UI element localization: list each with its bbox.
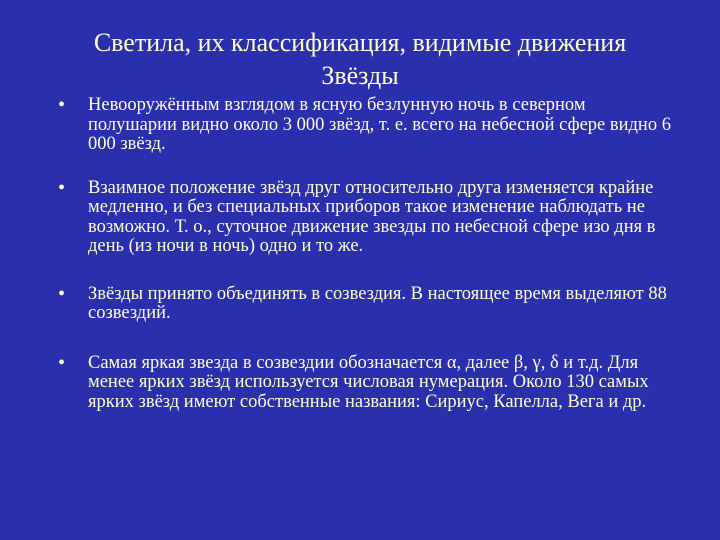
bullet-icon: •	[58, 176, 66, 199]
bullet-icon: •	[58, 351, 66, 374]
bullet-text: Невооружённым взглядом в ясную безлунную ночь в северном полушарии видно около 3 000 звёзд, т. е. всего на небесной сфере видно 6 000 звёзд.	[88, 95, 671, 154]
bullet-text: Взаимное положение звёзд друг относительно друга изменяется крайне медленно, и без специальных приборов такое изменение наблюдать не возможно. Т. о., суточное движение звезды по небесной сфере изо дня в день (из ночи в ночь) одно и то же.	[88, 177, 656, 256]
bullet-icon: •	[58, 282, 66, 305]
bullet-text: Самая яркая звезда в созвездии обозначается α, далее β, γ, δ и т.д. Для менее ярких звёзд используется числовая нумерация. Около 130 самых ярких звёзд имеют собственные названия: Сириус, Капелла, Вега и др.	[88, 352, 649, 412]
bullet-icon: •	[58, 94, 66, 116]
bullet-list	[58, 96, 678, 436]
title-line-1: Светила, их классификация, видимые движения	[93, 28, 627, 57]
bullet-item	[58, 351, 678, 413]
bullet-text: Звёзды принято объединять в созвездия. В настоящее время выделяют 88 созвездий.	[88, 283, 667, 323]
bullet-item	[58, 282, 678, 324]
title-line-2: Звёзды	[321, 61, 399, 90]
slide-title	[40, 26, 680, 92]
bullet-item	[58, 176, 678, 257]
bullet-item	[58, 96, 678, 155]
